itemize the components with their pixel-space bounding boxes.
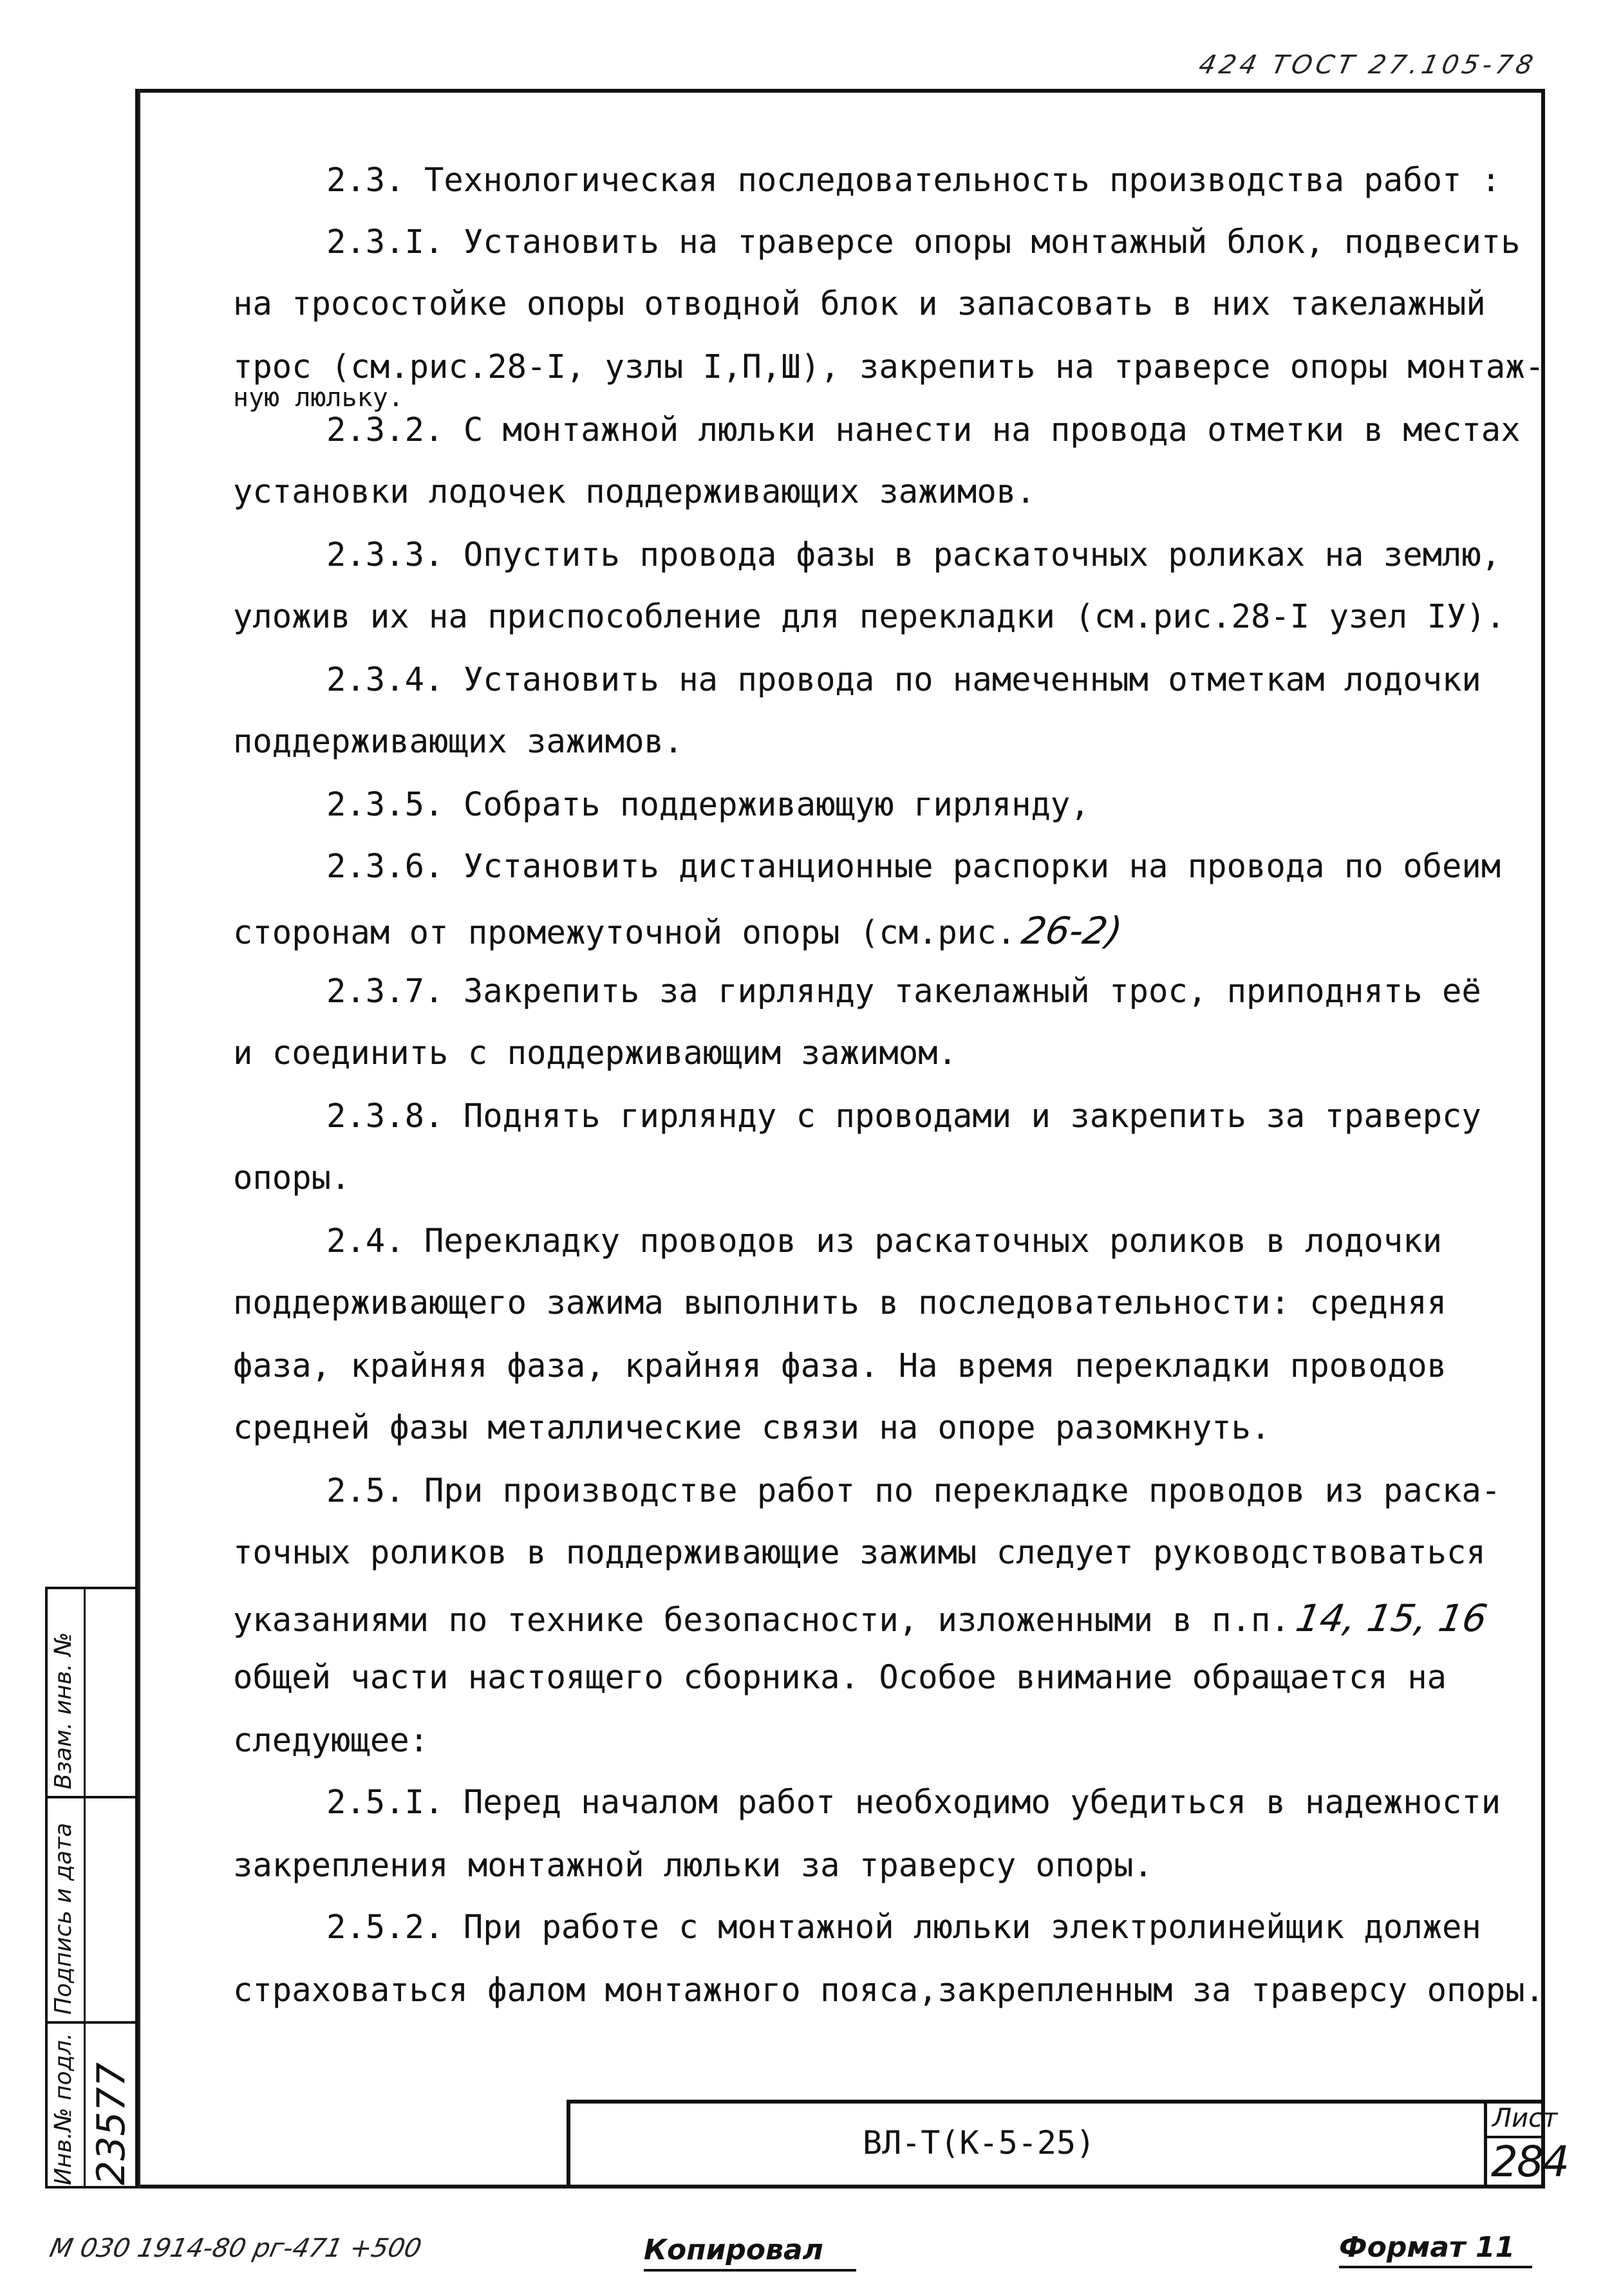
- text-line: общей части настоящего сборника. Особое внимание обращается на: [233, 1658, 1447, 1696]
- frame-inner-rule: [138, 89, 140, 2189]
- footer-underline: [644, 2269, 856, 2272]
- text-line: 2.4. Перекладку проводов из раскаточных роликов в лодочки: [326, 1222, 1443, 1260]
- replacement-label: Взам. инв. №: [50, 1632, 77, 1789]
- text-line: 2.3.4. Установить на провода по намеченным отметкам лодочки: [326, 660, 1481, 698]
- text-line: и соединить с поддерживающим зажимом.: [233, 1034, 957, 1072]
- document-code: ВЛ-Т(К-5-25): [863, 2124, 1096, 2161]
- margin-stamp-rule: [45, 1796, 135, 1798]
- footer-underline: [1339, 2266, 1532, 2268]
- signature-label: Подпись и дата: [50, 1822, 77, 2015]
- margin-stamp-column-rule: [84, 1587, 86, 2189]
- text-span: указаниями по технике безопасности, изложенными в п.п.: [233, 1601, 1290, 1639]
- text-line: 2.3. Технологическая последовательность производства работ :: [326, 161, 1501, 199]
- text-line: 2.3.7. Закрепить за гирлянду такелажный трос, приподнять её: [326, 972, 1481, 1010]
- text-line: уложив их на приспособление для перекладки (см.рис.28-I узел IУ).: [233, 597, 1506, 635]
- text-line: поддерживающего зажима выполнить в последовательности: средняя: [233, 1283, 1447, 1321]
- text-line: 2.5.I. Перед началом работ необходимо убедиться в надежности: [326, 1783, 1501, 1821]
- text-line: точных роликов в поддерживающие зажимы следует руководствоваться: [233, 1533, 1486, 1571]
- footer-format: Формат 11: [1339, 2231, 1515, 2264]
- text-line: ную люльку.: [233, 383, 404, 413]
- text-line: средней фазы металлические связи на опоре разомкнуть.: [233, 1408, 1271, 1446]
- text-line: 2.3.3. Опустить провода фазы в раскаточных роликах на землю,: [326, 536, 1501, 574]
- inventory-number: 23577: [89, 2062, 134, 2185]
- text-line: закрепления монтажной люльки за траверсу опоры.: [233, 1846, 1153, 1884]
- text-line: поддерживающих зажимов.: [233, 722, 684, 760]
- text-line: на тросостойке опоры отводной блок и запасовать в них такелажный: [233, 285, 1486, 322]
- handwritten-figure-ref: 26-2): [1018, 909, 1126, 953]
- sheet-label: Лист: [1492, 2104, 1558, 2133]
- footer-copied-by: Копировал: [644, 2234, 823, 2266]
- text-line: 2.3.2. С монтажной люльки нанести на провода отметки в местах: [326, 411, 1521, 449]
- title-block-divider: [1484, 2100, 1487, 2189]
- text-line: [233, 1596, 1490, 1640]
- text-line: фаза, крайняя фаза, крайняя фаза. На время перекладки проводов: [233, 1347, 1447, 1385]
- sheet-number: 284: [1491, 2137, 1568, 2187]
- text-line: 2.3.5. Собрать поддерживающую гирлянду,: [326, 785, 1090, 823]
- handwritten-clause-refs: 14, 15, 16: [1292, 1596, 1490, 1640]
- text-line: трос (см.рис.28-I, узлы I,П,Ш), закрепить на траверсе опоры монтаж-: [233, 348, 1545, 386]
- text-line: установки лодочек поддерживающих зажимов.: [233, 472, 1036, 510]
- text-span: сторонам от промежуточной опоры (см.рис.: [233, 913, 1017, 951]
- text-line: страховаться фалом монтажного пояса,закрепленным за траверсу опоры.: [233, 1971, 1545, 2009]
- text-line: 2.3.8. Поднять гирлянду с проводами и закрепить за траверсу: [326, 1097, 1481, 1135]
- document-reference: 424 ТОСТ 27.105-78: [1195, 50, 1539, 80]
- inventory-label: Инв.№ подл.: [50, 2033, 77, 2185]
- margin-stamp-rule: [45, 2021, 135, 2024]
- text-line: 2.3.6. Установить дистанционные распорки на провода по обеим: [326, 847, 1501, 885]
- text-line: 2.5. При производстве работ по перекладке проводов из раска-: [326, 1471, 1501, 1509]
- footer-order-number: М 030 1914-80 рг-471 +500: [47, 2234, 424, 2263]
- text-line: [233, 909, 1126, 953]
- text-line: следующее:: [233, 1721, 429, 1759]
- text-line: 2.5.2. При работе с монтажной люльки электролинейщик должен: [326, 1908, 1481, 1946]
- text-line: 2.3.I. Установить на траверсе опоры монтажный блок, подвесить: [326, 223, 1521, 261]
- text-line: опоры.: [233, 1159, 351, 1197]
